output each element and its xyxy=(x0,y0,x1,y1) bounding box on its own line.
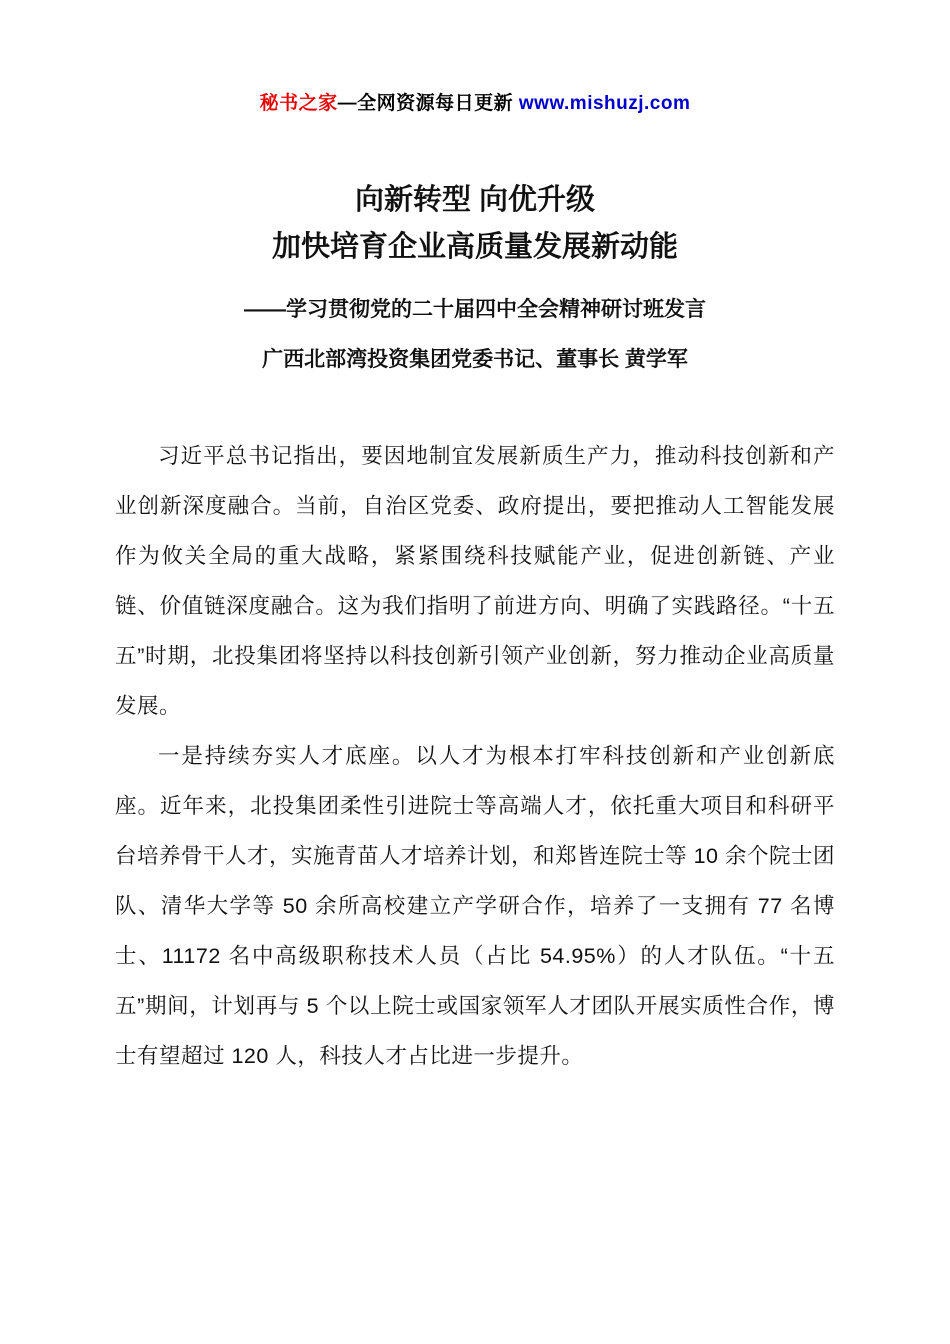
document-body xyxy=(115,431,835,1081)
body-paragraph: 习近平总书记指出，要因地制宜发展新质生产力，推动科技创新和产业创新深度融合。当前，自治区党委、政府提出，要把推动人工智能发展作为攸关全局的重大战略，紧紧围绕科技赋能产业，促进创新链、产业链、价值链深度融合。这为我们指明了前进方向、明确了实践路径。“十五五”时期，北投集团将坚持以科技创新引领产业创新，努力推动企业高质量发展。 xyxy=(115,444,835,718)
site-name-label: 秘书之家 xyxy=(259,93,338,114)
document-title xyxy=(115,177,835,271)
header-tagline: —全网资源每日更新 xyxy=(337,93,519,114)
title-line-2: 加快培育企业高质量发展新动能 xyxy=(271,231,678,263)
author-line: 广西北部湾投资集团党委书记、董事长 黄学军 xyxy=(262,348,688,371)
document-subtitle: ——学习贯彻党的二十届四中全会精神研讨班发言 xyxy=(244,298,706,321)
body-paragraph: 一是持续夯实人才底座。以人才为根本打牢科技创新和产业创新底座。近年来，北投集团柔性引进院士等高端人才，依托重大项目和科研平台培养骨干人才，实施青苗人才培养计划，和郑皆连院士等 10 余个院士团队、清华大学等 50 余所高校建立产学研合作，培养了一支拥有 77 名博士、11172 名中高级职称技术人员（占比 54.95%）的人才队伍。“十五五”期间，计划再与 5 个以上院士或国家领军人才团队开展实质性合作，博士有望超过 120 人，科技人才占比进一步提升。 xyxy=(115,744,835,1068)
site-url-link[interactable]: www.mishuzj.com xyxy=(518,93,691,114)
title-line-1: 向新转型 向优升级 xyxy=(354,184,596,216)
page-header xyxy=(115,88,835,115)
